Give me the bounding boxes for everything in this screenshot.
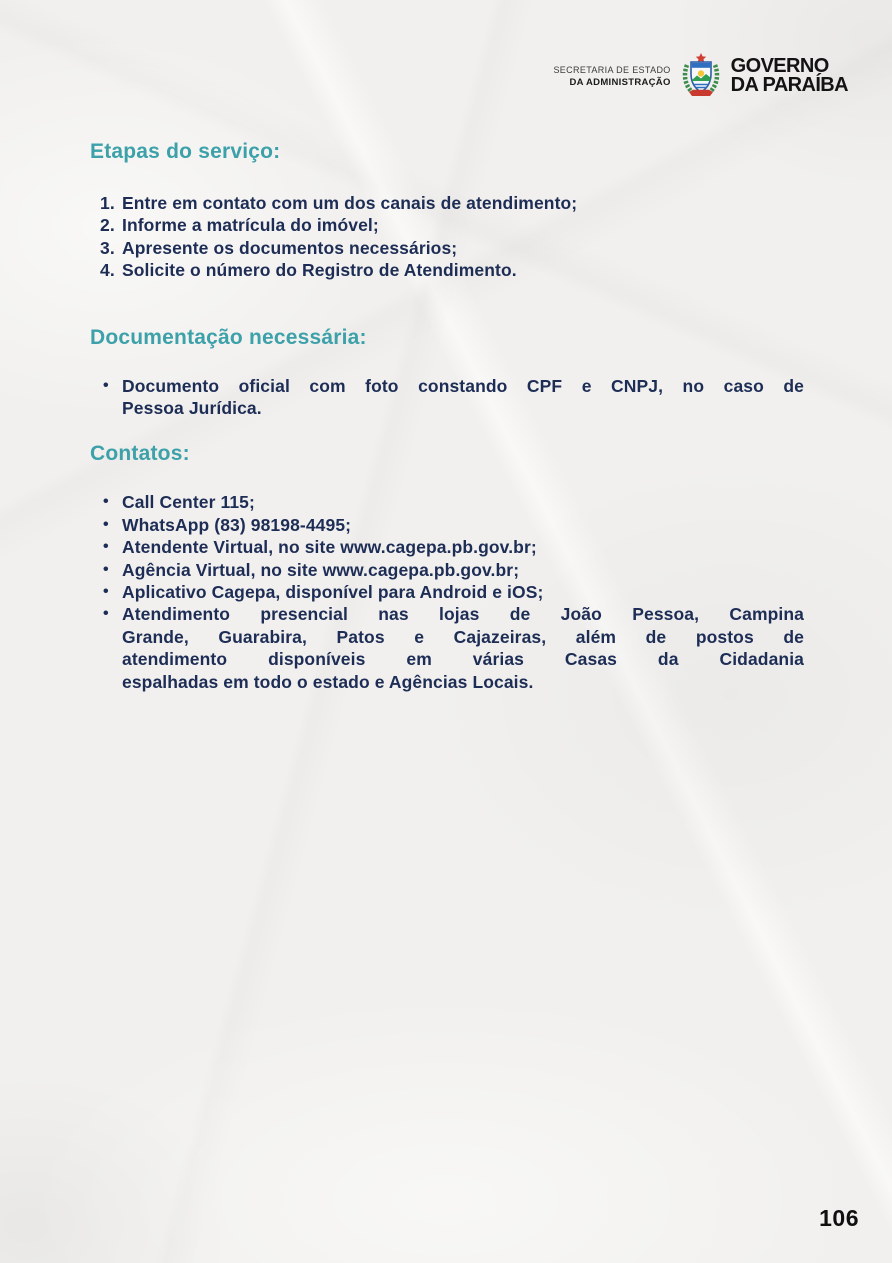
contact-text-line: atendimento disponíveis em várias Casas da Cidadania xyxy=(122,649,804,670)
doc-text-line: Documento oficial com foto constando CPF e CNPJ, no caso de xyxy=(122,375,804,396)
governo-da-paraiba-logo-text xyxy=(731,57,848,95)
step-text: Entre em contato com um dos canais de atendimento; xyxy=(122,193,578,213)
contacts-list xyxy=(90,491,804,693)
contact-text-line: Grande, Guarabira, Patos e Cajazeiras, além de postos de xyxy=(122,626,804,647)
contact-text-line: espalhadas em todo o estado e Agências Locais. xyxy=(122,671,534,692)
bullet-icon: • xyxy=(103,605,109,623)
steps-list xyxy=(100,192,804,282)
docs-list xyxy=(90,375,804,420)
section-title-documentacao: Documentação necessária: xyxy=(90,325,367,349)
list-item xyxy=(90,559,804,581)
governo-line2: DA PARAÍBA xyxy=(730,74,848,96)
paraiba-coat-of-arms-icon xyxy=(680,53,722,99)
section-title-etapas: Etapas do serviço: xyxy=(90,140,281,163)
list-item xyxy=(90,536,804,558)
list-item xyxy=(90,603,804,693)
secretaria-line1: SECRETARIA DE ESTADO xyxy=(553,64,671,75)
list-item xyxy=(90,491,804,513)
step-item xyxy=(100,259,804,281)
step-item xyxy=(100,214,804,236)
step-number: 1. xyxy=(100,193,115,213)
doc-text-line: Pessoa Jurídica. xyxy=(122,398,262,419)
contact-text: Aplicativo Cagepa, disponível para Android e iOS; xyxy=(122,582,544,603)
page-number: 106 xyxy=(819,1205,859,1231)
step-text: Informe a matrícula do imóvel; xyxy=(122,215,379,236)
step-item xyxy=(100,192,804,214)
bullet-icon: • xyxy=(103,376,109,394)
step-text: Solicite o número do Registro de Atendimento. xyxy=(122,260,517,281)
bullet-icon: • xyxy=(103,493,109,511)
list-item xyxy=(90,581,804,603)
contact-text: Call Center 115; xyxy=(122,492,255,513)
bullet-icon: • xyxy=(103,583,109,601)
contact-text-line: Atendimento presencial nas lojas de João Pessoa, Campina xyxy=(122,604,804,625)
contact-text: WhatsApp (83) 98198-4495; xyxy=(122,514,352,535)
governo-line1: GOVERNO xyxy=(730,55,829,77)
section-title-contatos: Contatos: xyxy=(90,442,190,466)
list-item xyxy=(90,375,804,420)
list-item xyxy=(90,514,804,536)
step-number: 3. xyxy=(100,237,115,258)
step-number: 4. xyxy=(100,260,115,281)
document-body xyxy=(90,140,804,693)
step-number: 2. xyxy=(100,215,115,236)
bullet-icon: • xyxy=(103,515,109,533)
page-header xyxy=(553,53,848,99)
bullet-icon: • xyxy=(103,560,109,578)
contact-text: Agência Virtual, no site www.cagepa.pb.gov.br; xyxy=(122,559,520,580)
secretaria-label xyxy=(553,65,670,88)
contact-text: Atendente Virtual, no site www.cagepa.pb.gov.br; xyxy=(122,537,537,558)
step-text: Apresente os documentos necessários; xyxy=(122,237,458,258)
step-item xyxy=(100,237,804,259)
bullet-icon: • xyxy=(103,538,109,556)
secretaria-line2: DA ADMINISTRAÇÃO xyxy=(569,76,671,88)
